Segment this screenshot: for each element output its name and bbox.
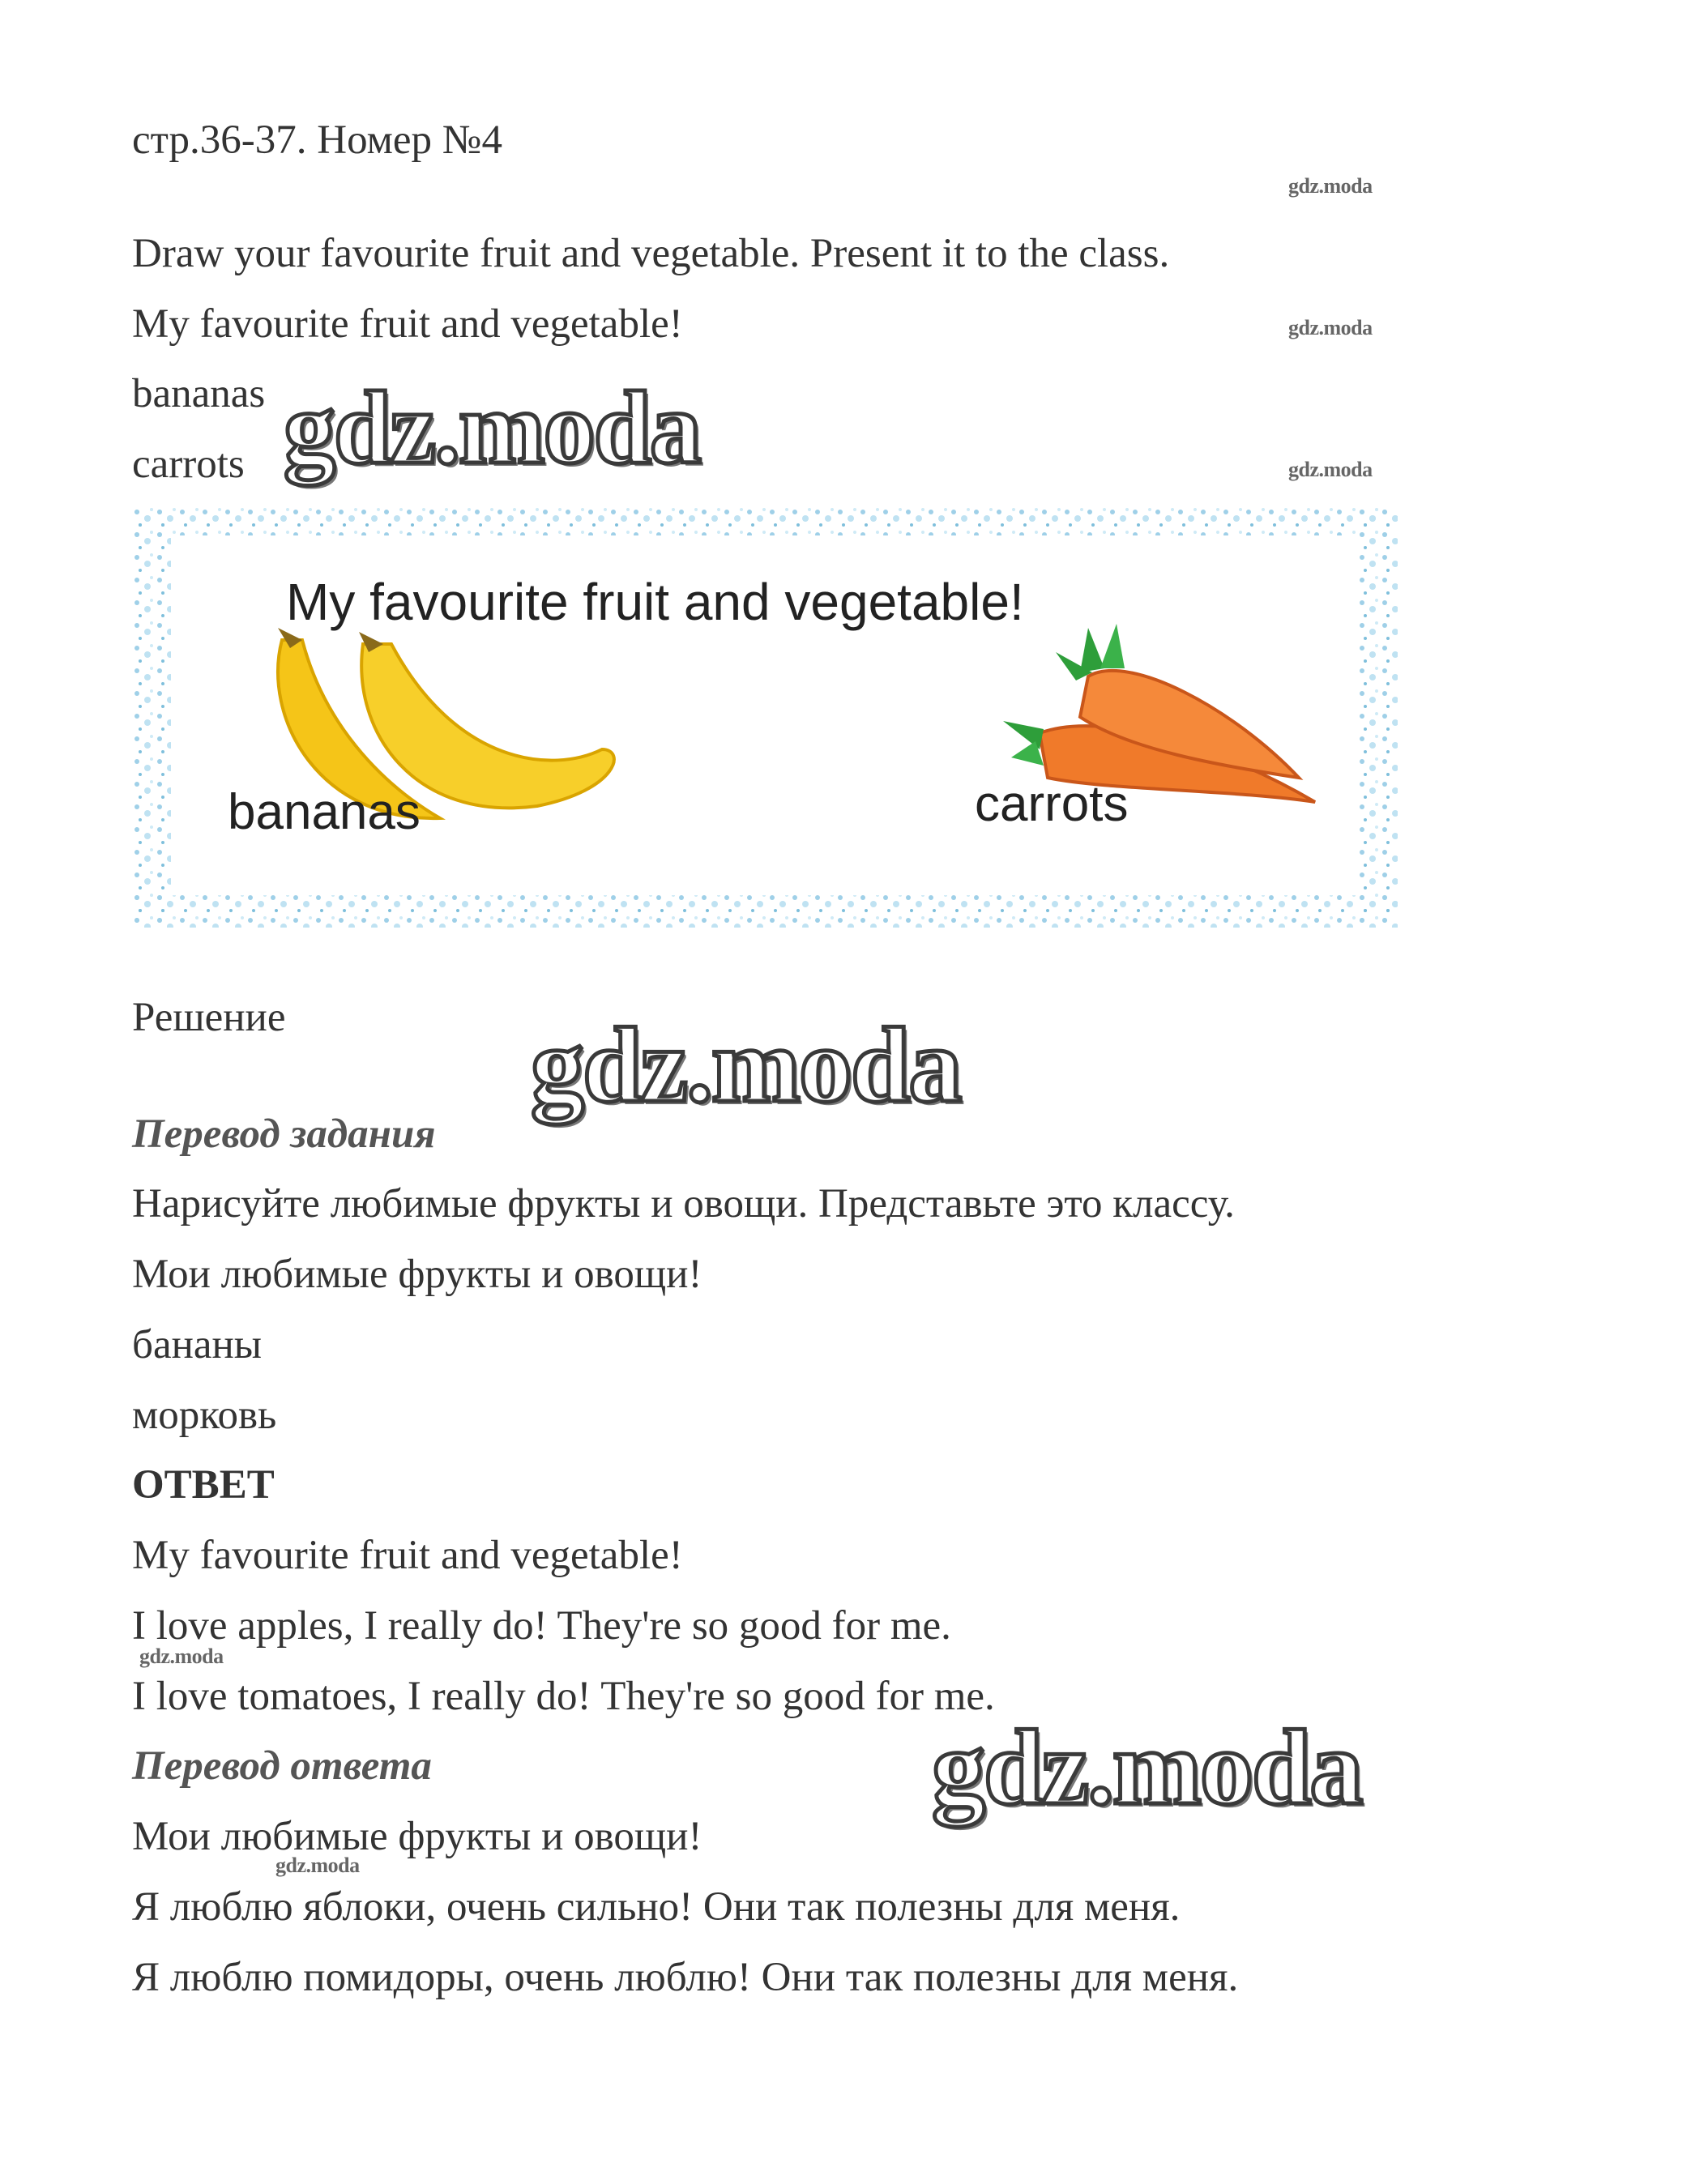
page-reference: стр.36-37. Номер №4 [132, 117, 502, 163]
answer-translation-line-2: Я люблю яблоки, очень сильно! Они так полезны для меня. [132, 1884, 1181, 1930]
watermark-small: gdz.moda [139, 1645, 224, 1668]
frame-left [132, 506, 171, 928]
illustration-title: My favourite fruit and vegetable! [286, 573, 1024, 631]
translation-heading: Перевод задания [132, 1111, 436, 1157]
answer-line-3: I love tomatoes, I really do! They're so good for me. [132, 1674, 995, 1719]
task-line-carrots: carrots [132, 442, 245, 487]
watermark-small: gdz.moda [275, 1854, 360, 1877]
answer-translation-heading: Перевод ответа [132, 1743, 432, 1789]
frame-right [1356, 506, 1398, 928]
solution-heading: Решение [132, 995, 286, 1040]
answer-line-1: My favourite fruit and vegetable! [132, 1533, 683, 1578]
translation-line-3: бананы [132, 1322, 263, 1367]
task-line-title: My favourite fruit and vegetable! [132, 301, 683, 347]
answer-translation-line-3: Я люблю помидоры, очень люблю! Они так полезны для меня. [132, 1955, 1239, 2000]
illustration [132, 506, 1398, 928]
answer-heading: ОТВЕТ [132, 1462, 275, 1508]
frame-bottom [132, 895, 1398, 928]
watermark-small: gdz.moda [1288, 316, 1373, 339]
illustration-label-bananas: bananas [228, 784, 421, 840]
watermark-large: gdz.moda [531, 1005, 961, 1124]
task-instruction: Draw your favourite fruit and vegetable. Present it to the class. [132, 231, 1170, 276]
illustration-svg [132, 506, 1398, 928]
translation-line-1: Нарисуйте любимые фрукты и овощи. Представьте это классу. [132, 1181, 1235, 1227]
answer-line-2: I love apples, I really do! They're so good for me. [132, 1603, 951, 1649]
watermark-small: gdz.moda [1288, 458, 1373, 481]
watermark-large: gdz.moda [932, 1708, 1362, 1827]
task-line-bananas: bananas [132, 371, 266, 416]
illustration-label-carrots: carrots [975, 776, 1129, 832]
translation-line-4: морковь [132, 1393, 277, 1438]
answer-translation-line-1: Мои любимые фрукты и овощи! [132, 1814, 702, 1859]
watermark-large: gdz.moda [284, 370, 700, 485]
translation-line-2: Мои любимые фрукты и овощи! [132, 1252, 702, 1297]
frame-top [132, 506, 1398, 535]
watermark-small: gdz.moda [1288, 174, 1373, 198]
